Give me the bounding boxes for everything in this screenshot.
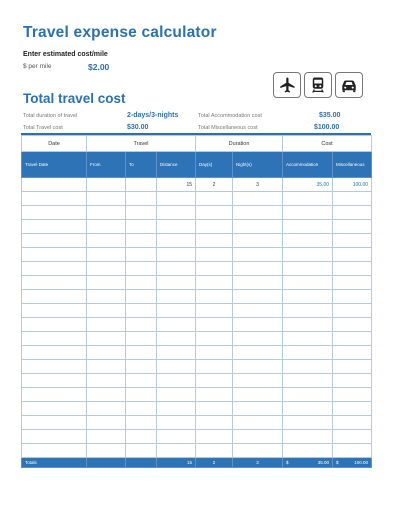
- group-date: Date: [22, 136, 87, 152]
- travel-total-label: Total Travel cost: [23, 125, 63, 131]
- col-accommodation-cell[interactable]: [283, 192, 333, 206]
- col-nights-cell[interactable]: [233, 276, 283, 290]
- col-distance-cell[interactable]: [157, 192, 196, 206]
- totals-empty: [126, 458, 157, 468]
- page-title: Travel expense calculator: [23, 24, 217, 41]
- col-days-cell[interactable]: [196, 290, 233, 304]
- totals-accommodation-amount: 35.00: [317, 460, 330, 465]
- col-distance-cell[interactable]: [157, 304, 196, 318]
- misc-total-label: Total Miscellaneous cost: [198, 125, 258, 131]
- col-distance-cell[interactable]: [157, 276, 196, 290]
- group-duration: Duration: [196, 136, 283, 152]
- col-to-cell[interactable]: [126, 290, 157, 304]
- col-travel-date-cell[interactable]: [22, 346, 87, 360]
- col-travel-date-cell[interactable]: [22, 276, 87, 290]
- col-nights-cell[interactable]: [233, 304, 283, 318]
- col-accommodation-cell[interactable]: [283, 248, 333, 262]
- col-nights-cell[interactable]: [233, 248, 283, 262]
- car-button[interactable]: [335, 72, 363, 98]
- col-travel-date-cell[interactable]: [22, 416, 87, 430]
- col-to-cell[interactable]: [126, 402, 157, 416]
- totals-days: 2: [196, 458, 233, 468]
- col-days-cell[interactable]: [196, 206, 233, 220]
- col-accommodation-cell[interactable]: [283, 234, 333, 248]
- accommodation-total-label: Total Accommodation cost: [198, 113, 262, 119]
- col-nights-cell[interactable]: [233, 360, 283, 374]
- col-misc-cell[interactable]: [333, 304, 372, 318]
- col-accommodation-header: Accommodation: [283, 152, 333, 178]
- col-travel-date-cell[interactable]: [22, 220, 87, 234]
- col-travel-date-cell[interactable]: [22, 388, 87, 402]
- col-nights-cell[interactable]: [233, 332, 283, 346]
- col-travel-date-cell[interactable]: [22, 360, 87, 374]
- col-misc-cell[interactable]: [333, 192, 372, 206]
- col-distance-cell[interactable]: [157, 248, 196, 262]
- col-misc-cell[interactable]: [333, 248, 372, 262]
- col-from-cell[interactable]: [87, 192, 126, 206]
- col-from-cell[interactable]: [87, 276, 126, 290]
- col-travel-date-cell[interactable]: [22, 430, 87, 444]
- col-distance-cell[interactable]: [157, 402, 196, 416]
- col-nights-header: Night(s): [233, 152, 283, 178]
- col-to-cell[interactable]: [126, 234, 157, 248]
- col-distance-cell[interactable]: [157, 374, 196, 388]
- col-distance-cell[interactable]: [157, 416, 196, 430]
- col-travel-date-cell[interactable]: [22, 318, 87, 332]
- col-from-cell[interactable]: [87, 416, 126, 430]
- col-accommodation-cell[interactable]: 35.00: [283, 178, 333, 192]
- totals-label: Totals: [22, 458, 87, 468]
- col-days-cell[interactable]: 2: [196, 178, 233, 192]
- col-days-cell[interactable]: [196, 304, 233, 318]
- col-misc-cell[interactable]: [333, 234, 372, 248]
- duration-label: Total duration of travel: [23, 113, 78, 119]
- col-days-cell[interactable]: [196, 276, 233, 290]
- col-misc-cell[interactable]: [333, 402, 372, 416]
- col-to-cell[interactable]: [126, 192, 157, 206]
- col-travel-date-cell[interactable]: [22, 374, 87, 388]
- col-nights-cell[interactable]: [233, 346, 283, 360]
- col-misc-header: Miscellaneous: [333, 152, 372, 178]
- table-row: [22, 220, 372, 234]
- currency-symbol: $: [286, 460, 289, 465]
- col-distance-cell[interactable]: [157, 430, 196, 444]
- col-misc-cell[interactable]: [333, 276, 372, 290]
- col-distance-cell[interactable]: [157, 234, 196, 248]
- table-row: [22, 360, 372, 374]
- rate-label: $ per mile: [23, 63, 52, 70]
- totals-nights: 3: [233, 458, 283, 468]
- col-from-cell[interactable]: [87, 374, 126, 388]
- col-to-cell[interactable]: [126, 304, 157, 318]
- col-distance-cell[interactable]: [157, 388, 196, 402]
- duration-value: 2-days/3-nights: [127, 112, 179, 119]
- airplane-button[interactable]: [273, 72, 301, 98]
- col-to-header: To: [126, 152, 157, 178]
- travel-total-value: $30.00: [127, 124, 149, 131]
- col-travel-date-cell[interactable]: [22, 304, 87, 318]
- totals-misc: [333, 458, 372, 468]
- col-misc-cell[interactable]: [333, 444, 372, 458]
- col-from-cell[interactable]: [87, 332, 126, 346]
- col-misc-cell[interactable]: [333, 360, 372, 374]
- col-travel-date-cell[interactable]: [22, 248, 87, 262]
- col-from-cell[interactable]: [87, 262, 126, 276]
- table-row: [22, 206, 372, 220]
- col-to-cell[interactable]: [126, 430, 157, 444]
- col-accommodation-cell[interactable]: [283, 402, 333, 416]
- col-travel-date-cell[interactable]: [22, 206, 87, 220]
- table-row: [22, 192, 372, 206]
- col-travel-date-cell[interactable]: [22, 192, 87, 206]
- col-to-cell[interactable]: [126, 416, 157, 430]
- col-to-cell[interactable]: [126, 248, 157, 262]
- col-travel-date-cell[interactable]: [22, 290, 87, 304]
- col-nights-cell[interactable]: [233, 220, 283, 234]
- col-from-cell[interactable]: [87, 444, 126, 458]
- col-from-cell[interactable]: [87, 430, 126, 444]
- col-nights-cell[interactable]: [233, 262, 283, 276]
- table-row: [22, 416, 372, 430]
- col-misc-cell[interactable]: [333, 416, 372, 430]
- col-distance-cell[interactable]: [157, 332, 196, 346]
- col-days-cell[interactable]: [196, 346, 233, 360]
- table-row: [22, 374, 372, 388]
- col-days-cell[interactable]: [196, 444, 233, 458]
- col-days-cell[interactable]: [196, 192, 233, 206]
- rate-value-input[interactable]: $2.00: [88, 62, 110, 72]
- col-nights-cell[interactable]: [233, 234, 283, 248]
- cost-per-mile-heading: Enter estimated cost/mile: [23, 51, 108, 58]
- col-to-cell[interactable]: [126, 346, 157, 360]
- col-from-cell[interactable]: [87, 360, 126, 374]
- col-travel-date-cell[interactable]: [22, 262, 87, 276]
- col-accommodation-cell[interactable]: [283, 332, 333, 346]
- table-row: [22, 262, 372, 276]
- col-days-cell[interactable]: [196, 388, 233, 402]
- group-travel: Travel: [87, 136, 196, 152]
- col-distance-cell[interactable]: [157, 444, 196, 458]
- col-accommodation-cell[interactable]: [283, 444, 333, 458]
- col-days-cell[interactable]: [196, 416, 233, 430]
- col-misc-cell[interactable]: [333, 220, 372, 234]
- col-days-cell[interactable]: [196, 374, 233, 388]
- table-row: [22, 178, 372, 192]
- col-distance-cell[interactable]: [157, 206, 196, 220]
- col-nights-cell[interactable]: [233, 430, 283, 444]
- col-days-header: Day(s): [196, 152, 233, 178]
- col-from-header: From: [87, 152, 126, 178]
- col-distance-cell[interactable]: [157, 220, 196, 234]
- col-to-cell[interactable]: [126, 262, 157, 276]
- totals-misc-amount: 100.00: [354, 460, 369, 465]
- col-days-cell[interactable]: [196, 262, 233, 276]
- col-nights-cell[interactable]: [233, 416, 283, 430]
- col-days-cell[interactable]: [196, 220, 233, 234]
- table-row: [22, 276, 372, 290]
- col-from-cell[interactable]: [87, 220, 126, 234]
- table-row: [22, 402, 372, 416]
- col-misc-cell[interactable]: [333, 206, 372, 220]
- col-to-cell[interactable]: [126, 332, 157, 346]
- col-nights-cell[interactable]: [233, 290, 283, 304]
- table-row: [22, 248, 372, 262]
- totals-accommodation: [283, 458, 333, 468]
- col-nights-cell[interactable]: [233, 402, 283, 416]
- col-travel-date-cell[interactable]: [22, 178, 87, 192]
- col-days-cell[interactable]: [196, 332, 233, 346]
- airplane-icon: [278, 76, 296, 94]
- table-row: [22, 304, 372, 318]
- misc-total-value: $100.00: [314, 124, 340, 131]
- col-accommodation-cell[interactable]: [283, 416, 333, 430]
- col-nights-cell[interactable]: [233, 388, 283, 402]
- col-misc-cell[interactable]: [333, 388, 372, 402]
- col-misc-cell[interactable]: [333, 374, 372, 388]
- group-cost: Cost: [283, 136, 372, 152]
- col-distance-cell[interactable]: [157, 318, 196, 332]
- col-from-cell[interactable]: [87, 346, 126, 360]
- col-accommodation-cell[interactable]: [283, 262, 333, 276]
- currency-symbol: $: [336, 460, 339, 465]
- col-accommodation-cell[interactable]: [283, 374, 333, 388]
- table-row: [22, 388, 372, 402]
- col-accommodation-cell[interactable]: [283, 318, 333, 332]
- col-nights-cell[interactable]: [233, 192, 283, 206]
- totals-distance: 15: [157, 458, 196, 468]
- col-nights-cell[interactable]: [233, 374, 283, 388]
- col-from-cell[interactable]: [87, 178, 126, 192]
- col-misc-cell[interactable]: [333, 346, 372, 360]
- col-travel-date-cell[interactable]: [22, 402, 87, 416]
- col-distance-cell[interactable]: [157, 360, 196, 374]
- col-accommodation-cell[interactable]: [283, 388, 333, 402]
- col-from-cell[interactable]: [87, 318, 126, 332]
- col-distance-cell[interactable]: [157, 290, 196, 304]
- col-to-cell[interactable]: [126, 276, 157, 290]
- col-from-cell[interactable]: [87, 248, 126, 262]
- col-misc-cell[interactable]: [333, 262, 372, 276]
- col-to-cell[interactable]: [126, 206, 157, 220]
- col-nights-cell[interactable]: [233, 206, 283, 220]
- col-from-cell[interactable]: [87, 234, 126, 248]
- col-to-cell[interactable]: [126, 178, 157, 192]
- col-nights-cell[interactable]: [233, 444, 283, 458]
- col-travel-date-cell[interactable]: [22, 332, 87, 346]
- col-to-cell[interactable]: [126, 360, 157, 374]
- col-accommodation-cell[interactable]: [283, 206, 333, 220]
- col-from-cell[interactable]: [87, 206, 126, 220]
- col-to-cell[interactable]: [126, 374, 157, 388]
- col-accommodation-cell[interactable]: [283, 220, 333, 234]
- table-row: [22, 444, 372, 458]
- col-nights-cell[interactable]: 3: [233, 178, 283, 192]
- col-distance-cell[interactable]: 15: [157, 178, 196, 192]
- col-misc-cell[interactable]: 100.00: [333, 178, 372, 192]
- table-row: [22, 290, 372, 304]
- col-days-cell[interactable]: [196, 318, 233, 332]
- col-days-cell[interactable]: [196, 402, 233, 416]
- col-to-cell[interactable]: [126, 220, 157, 234]
- total-cost-heading: Total travel cost: [23, 91, 126, 106]
- train-button[interactable]: [304, 72, 332, 98]
- col-to-cell[interactable]: [126, 318, 157, 332]
- col-accommodation-cell[interactable]: [283, 304, 333, 318]
- col-nights-cell[interactable]: [233, 318, 283, 332]
- car-icon: [339, 76, 359, 94]
- col-misc-cell[interactable]: [333, 290, 372, 304]
- table-row: [22, 318, 372, 332]
- col-distance-cell[interactable]: [157, 262, 196, 276]
- col-travel-date-header: Travel Date: [22, 152, 87, 178]
- col-accommodation-cell[interactable]: [283, 430, 333, 444]
- col-accommodation-cell[interactable]: [283, 360, 333, 374]
- col-accommodation-cell[interactable]: [283, 276, 333, 290]
- col-to-cell[interactable]: [126, 388, 157, 402]
- col-days-cell[interactable]: [196, 234, 233, 248]
- col-distance-header: Distance: [157, 152, 196, 178]
- col-misc-cell[interactable]: [333, 318, 372, 332]
- col-travel-date-cell[interactable]: [22, 444, 87, 458]
- col-from-cell[interactable]: [87, 402, 126, 416]
- col-days-cell[interactable]: [196, 430, 233, 444]
- col-to-cell[interactable]: [126, 444, 157, 458]
- table-row: [22, 234, 372, 248]
- expense-table: [21, 135, 372, 468]
- accommodation-total-value: $35.00: [319, 112, 341, 119]
- col-distance-cell[interactable]: [157, 346, 196, 360]
- col-from-cell[interactable]: [87, 388, 126, 402]
- col-days-cell[interactable]: [196, 360, 233, 374]
- train-icon: [309, 76, 327, 94]
- col-accommodation-cell[interactable]: [283, 290, 333, 304]
- table-row: [22, 346, 372, 360]
- col-days-cell[interactable]: [196, 248, 233, 262]
- col-misc-cell[interactable]: [333, 430, 372, 444]
- col-travel-date-cell[interactable]: [22, 234, 87, 248]
- col-from-cell[interactable]: [87, 304, 126, 318]
- col-accommodation-cell[interactable]: [283, 346, 333, 360]
- table-row: [22, 430, 372, 444]
- totals-empty: [87, 458, 126, 468]
- col-from-cell[interactable]: [87, 290, 126, 304]
- table-row: [22, 332, 372, 346]
- col-misc-cell[interactable]: [333, 332, 372, 346]
